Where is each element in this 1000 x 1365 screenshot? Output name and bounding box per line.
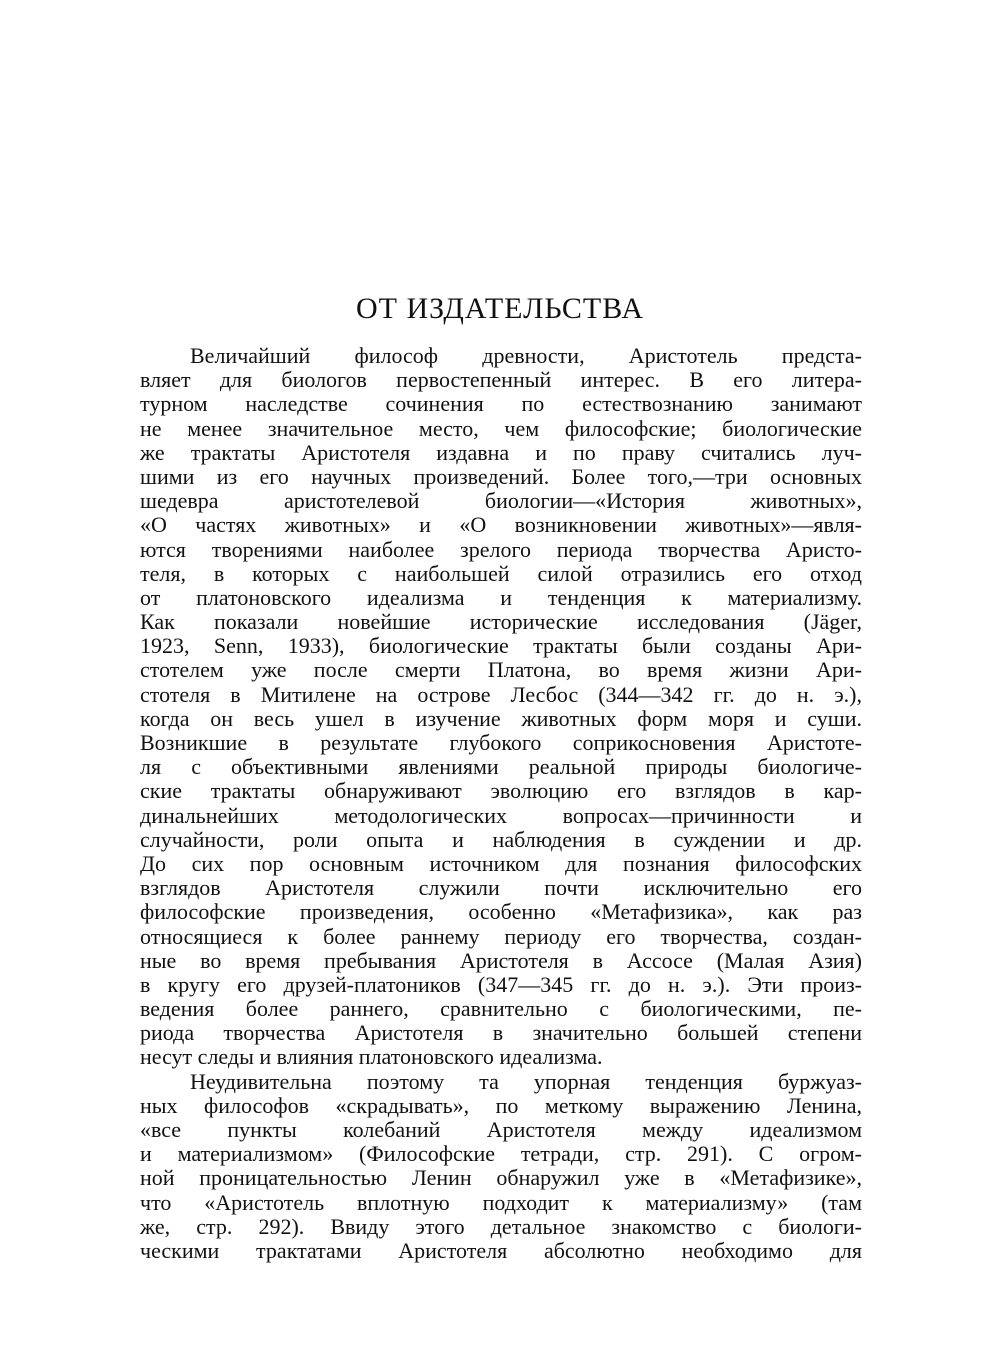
text-line: Как показали новейшие исторические исследования (Jäger, [140,609,862,635]
text-line: ческими трактатами Аристотеля абсолютно необходимо для [140,1237,862,1263]
text-line: Неудивительна поэтому та упорная тенденция буржуаз- [190,1068,862,1094]
text-line: шедевра аристотелевой биологии—«История животных», [140,488,862,514]
text-line: в кругу его друзей-платоников (347—345 гг. до н. э.). Эти произ- [140,971,862,997]
text-line: ские трактаты обнаруживают эволюцию его взглядов в кар- [140,778,862,804]
text-line: философские произведения, особенно «Метафизика», как раз [140,899,862,925]
text-line: вляет для биологов первостепенный интерес. В его литера- [140,367,862,393]
text-line: же трактаты Аристотеля издавна и по праву считались луч- [140,439,862,465]
text-line: когда он весь ушел в изучение животных форм моря и суши. [140,705,862,731]
text-line: ются творениями наиболее зрелого периода творчества Аристо- [140,536,862,562]
body-text [140,344,862,1263]
text-line: не менее значительное место, чем философские; биологические [140,415,862,441]
text-line: турном наследстве сочинения по естествознанию занимают [140,391,862,417]
text-line: динальнейших методологических вопросах—причинности и [140,802,862,828]
text-line: Величайший философ древности, Аристотель предста- [190,343,862,368]
text-line: До сих пор основным источником для познания философских [140,850,862,876]
text-line: «О частях животных» и «О возникновении животных»—явля- [140,512,862,538]
text-line: ведения более раннего, сравнительно с биологическими, пе- [140,996,862,1022]
text-line: 1923, Senn, 1933), биологические трактаты были созданы Ари- [140,633,862,659]
text-line: «все пункты колебаний Аристотеля между идеализмом [140,1117,862,1142]
text-line: Возникшие в результате глубокого соприкосновения Аристоте- [140,730,862,755]
text-line: ные во время пребывания Аристотеля в Ассосе (Малая Азия) [140,947,862,973]
text-line: шими из его научных произведений. Более того,—три основных [140,463,862,489]
text-line: что «Аристотель вплотную подходит к материализму» (там [140,1189,862,1215]
text-line: ных философов «скрадывать», по меткому выражению Ленина, [140,1092,862,1118]
text-line: несут следы и влияния платоновского идеализма. [140,1044,603,1070]
text-line: теля, в которых с наибольшей силой отразились его отход [140,560,862,586]
page-title: ОТ ИЗДАТЕЛЬСТВА [355,292,645,325]
text-line: и материализмом» (Философские тетради, стр. 291). С огром- [140,1141,862,1167]
text-line: случайности, роли опыта и наблюдения в суждении и др. [140,826,862,852]
text-line: риода творчества Аристотеля в значительно большей степени [140,1020,862,1046]
text-line: ной проницательностью Ленин обнаружил уже в «Метафизике», [140,1165,862,1191]
text-line: же, стр. 292). Ввиду этого детальное знакомство с биологи- [140,1213,862,1239]
text-line: ля с объективными явлениями реальной природы биологиче- [140,754,862,780]
text-line: стотеля в Митилене на острове Лесбос (344—342 гг. до н. э.), [140,681,862,707]
text-line: стотелем уже после смерти Платона, во время жизни Ари- [140,657,862,683]
paragraph-2 [140,1070,862,1264]
text-line: от платоновского идеализма и тенденция к материализму. [140,584,862,610]
text-line: взглядов Аристотеля служили почти исключительно его [140,875,862,901]
text-line: относящиеся к более раннему периоду его творчества, создан- [140,923,862,949]
paragraph-1 [140,344,862,1070]
